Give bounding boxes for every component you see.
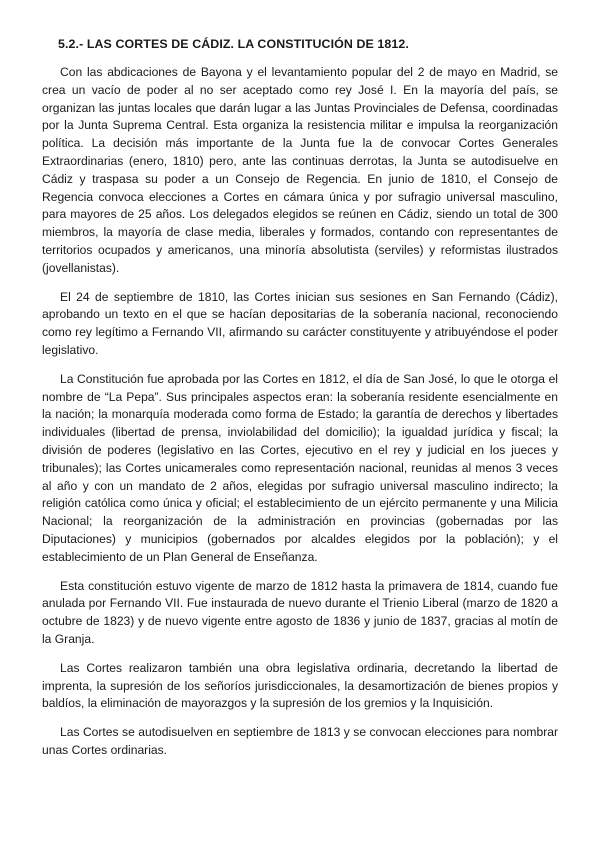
paragraph-constitution-aspects: La Constitución fue aprobada por las Cortes en 1812, el día de San José, lo que le otorga el nombre de “La Pepa”. Sus principales aspectos eran: la soberanía residente esencialmente en la nación; la monarquía moderada como forma de Estado; la garantía de derechos y libertades individuales (libertad de prensa, inviolabilidad del domicilio); la igualdad jurídica y fiscal; la división de poderes (legislativo en las Cortes, ejecutivo en el rey y judicial en los jueces y tribunales); las Cortes unicamerales como representación nacional, reunidas al menos 3 veces al año y con un mandato de 2 años, elegidas por sufragio universal masculino indirecto; la religión católica como única y oficial; el establecimiento de un ejército permanente y una Milicia Nacional; la reorganización de la administración en provincias (gobernadas por las Diputaciones) y municipios (gobernados por alcaldes elegidos por la población); y el establecimiento de un Plan General de Enseñanza. — [42, 371, 558, 564]
paragraph-cortes-origin: Con las abdicaciones de Bayona y el levantamiento popular del 2 de mayo en Madrid, se crea un vacío de poder al no ser aceptado como rey José I. En la mayoría del país, se organizan las juntas locales que darán lugar a las Juntas Provinciales de Defensa, coordinadas por la Junta Suprema Central. Esta organiza la resistencia militar e impulsa la reorganización política. La decisión más importante de la Junta fue la de convocar Cortes Generales Extraordinarias (enero, 1810) pero, ante las continuas derrotas, la Junta se autodisuelve en Cádiz y traspasa su poder a un Consejo de Regencia. En junio de 1810, el Consejo de Regencia convoca elecciones a Cortes en cámara única y por sufragio universal masculino, para mayores de 25 años. Los delegados elegidos se reúnen en Cádiz, siendo un total de 300 miembros, la mayoría de clase media, liberales y formados, contando con representantes de territorios ocupados y americanos, una minoría absolutista (serviles) y reformistas ilustrados (jovellanistas). — [42, 65, 558, 275]
paragraph-sessions-start: El 24 de septiembre de 1810, las Cortes inician sus sesiones en San Fernando (Cádiz), aprobando un texto en el que se hacían depositarias de la soberanía nacional, reconociendo como rey legítimo a Fernando VII, afirmando su carácter constituyente y atribuyéndose el poder legislativo. — [42, 289, 558, 357]
section-title: 5.2.- LAS CORTES DE CÁDIZ. LA CONSTITUCIÓN DE 1812. — [58, 37, 409, 51]
document-body — [42, 28, 558, 771]
paragraph-dissolution: Las Cortes se autodisuelven en septiembre de 1813 y se convocan elecciones para nombrar unas Cortes ordinarias. — [42, 725, 558, 757]
paragraph-validity-periods: Esta constitución estuvo vigente de marzo de 1812 hasta la primavera de 1814, cuando fue anulada por Fernando VII. Fue instaurada de nuevo durante el Trienio Liberal (marzo de 1820 a octubre de 1823) y de nuevo vigente entre agosto de 1836 y junio de 1837, gracias al motín de la Granja. — [42, 578, 558, 646]
paragraph-legislative-work: Las Cortes realizaron también una obra legislativa ordinaria, decretando la libertad de imprenta, la supresión de los señoríos jurisdiccionales, la desamortización de bienes propios y baldíos, la eliminación de mayorazgos y la supresión de los gremios y la Inquisición. — [42, 660, 558, 711]
